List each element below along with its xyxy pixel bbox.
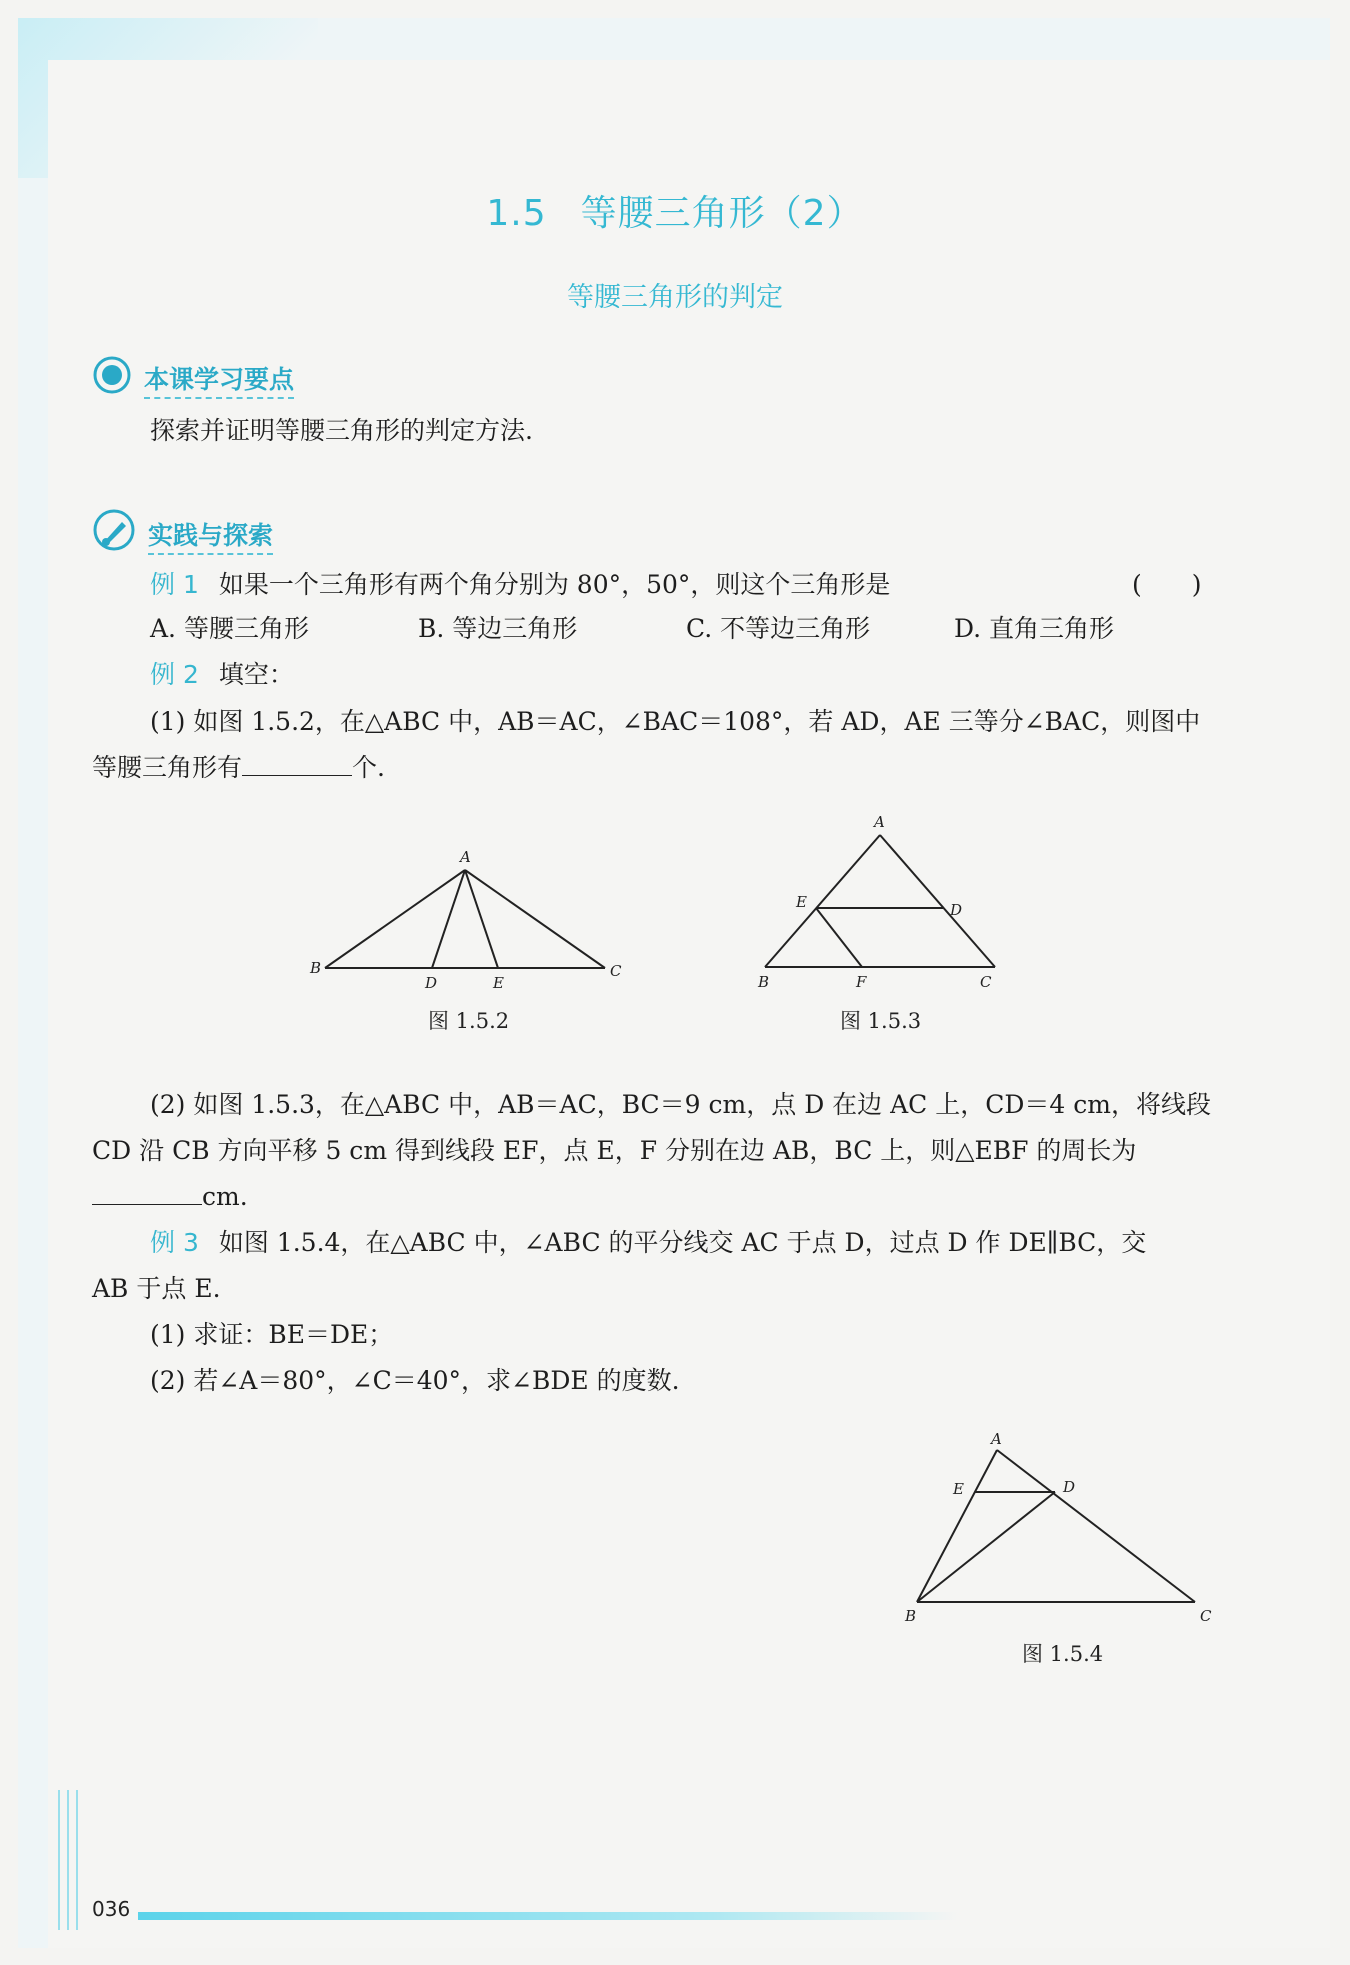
target-icon [92, 355, 132, 395]
example2-intro [150, 658, 294, 692]
label-a: A [460, 848, 471, 866]
segment-ab [917, 1450, 997, 1602]
segment-ac [880, 835, 995, 967]
segment-bd [917, 1492, 1055, 1602]
page-number: 036 [92, 1897, 131, 1921]
label-d: D [950, 901, 963, 919]
segment-ac [997, 1450, 1195, 1602]
key-points-text: 探索并证明等腰三角形的判定方法. [150, 416, 533, 445]
example2-q1-line2 [92, 751, 385, 785]
example2-q2-line2: CD 沿 CB 方向平移 5 cm 得到线段 EF，点 E，F 分别在边 AB，BC 上，则△EBF 的周长为 [92, 1136, 1137, 1165]
segment-ab [765, 835, 880, 967]
key-points-heading-text: 本课学习要点 [144, 365, 294, 399]
example1-question-text: 如果一个三角形有两个角分别为 80°，50°，则这个三角形是 [218, 570, 891, 599]
example1-option-a: A. 等腰三角形 [150, 614, 309, 643]
caption-fig-1-5-3: 图 1.5.3 [840, 1009, 922, 1033]
pen-icon [92, 508, 136, 552]
segment-ef [816, 908, 862, 967]
example1-option-b: B. 等边三角形 [418, 614, 578, 643]
example3-label: 例 3 [150, 1228, 199, 1257]
footer-bar [138, 1912, 958, 1920]
segment-ac [465, 870, 605, 968]
example2-intro-text: 填空： [218, 660, 294, 689]
example1-option-d: D. 直角三角形 [954, 614, 1115, 643]
example2-label: 例 2 [150, 660, 199, 689]
label-b: B [310, 959, 322, 977]
segment-ab [325, 870, 465, 968]
example2-q2-after-blank: cm. [202, 1182, 248, 1211]
example2-q1-line1: (1) 如图 1.5.2，在△ABC 中，AB＝AC，∠BAC＝108°，若 AD，AE 三等分∠BAC，则图中 [150, 707, 1201, 736]
example1-answer-bracket: ( ) [1132, 570, 1202, 599]
example1-option-c: C. 不等边三角形 [686, 614, 871, 643]
figure-1-5-2 [300, 840, 640, 990]
segment-ad [432, 870, 465, 968]
figure-1-5-4 [895, 1432, 1235, 1632]
answer-blank-q2[interactable] [92, 1180, 202, 1205]
example2-q1-after-blank: 个. [352, 753, 385, 782]
example3-line1-text: 如图 1.5.4，在△ABC 中，∠ABC 的平分线交 AC 于点 D，过点 D 作 DE∥BC，交 [218, 1228, 1147, 1257]
example3-part1: (1) 求证：BE＝DE； [150, 1320, 394, 1349]
label-e: E [796, 893, 807, 911]
section-number: 1.5 [486, 193, 547, 234]
example2-q1-before-blank: 等腰三角形有 [92, 753, 243, 782]
example3-line1 [150, 1226, 1146, 1260]
example3-line2: AB 于点 E. [92, 1274, 221, 1303]
example2-q2-line3 [92, 1180, 248, 1214]
label-c: C [610, 962, 622, 980]
label-f: F [856, 973, 867, 991]
title-text: 等腰三角形（2） [580, 193, 864, 234]
label-d: D [1063, 1478, 1076, 1496]
page-sheet [48, 60, 1330, 1948]
page-title [0, 185, 1350, 236]
example1-label: 例 1 [150, 570, 199, 599]
label-a: A [874, 815, 885, 831]
example3-part2: (2) 若∠A＝80°，∠C＝40°，求∠BDE 的度数. [150, 1366, 680, 1395]
page-subtitle: 等腰三角形的判定 [567, 282, 783, 313]
label-b: B [905, 1607, 917, 1625]
label-b: B [758, 973, 770, 991]
answer-blank-q1[interactable] [242, 751, 352, 776]
label-c: C [980, 973, 992, 991]
figure-1-5-3 [750, 815, 1010, 995]
caption-fig-1-5-4: 图 1.5.4 [1022, 1642, 1104, 1666]
practice-heading-text: 实践与探索 [148, 521, 273, 555]
label-a: A [991, 1432, 1002, 1448]
label-c: C [1200, 1607, 1212, 1625]
label-e: E [953, 1480, 964, 1498]
label-e: E [493, 974, 504, 990]
footer-decoration-lines [58, 1790, 82, 1930]
example2-q2-line1: (2) 如图 1.5.3，在△ABC 中，AB＝AC，BC＝9 cm，点 D 在边 AC 上，CD＝4 cm，将线段 [150, 1090, 1211, 1119]
label-d: D [425, 974, 438, 990]
example1-question [150, 568, 890, 602]
segment-ae [465, 870, 498, 968]
caption-fig-1-5-2: 图 1.5.2 [428, 1009, 510, 1033]
